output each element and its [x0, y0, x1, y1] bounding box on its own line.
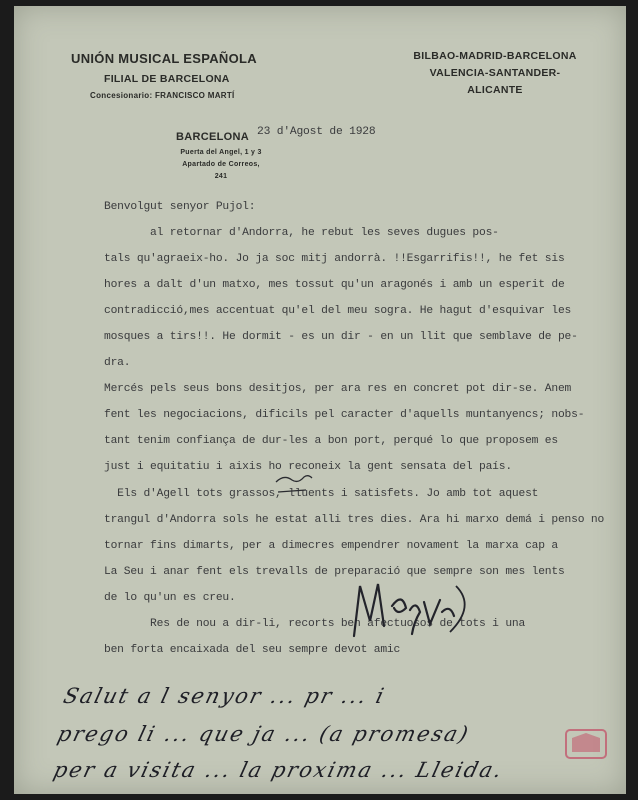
- body-line: tals qu'agraeix-ho. Jo ja soc mitj andorrà. !!Esgarrifis!!, he fet sis: [104, 253, 565, 265]
- body-line: La Seu i anar fent els trevalls de preparació que sempre son mes lents: [104, 566, 565, 578]
- body-line: mosques a tirs!!. He dormit - es un dir - en un llit que semblave de pe-: [104, 331, 578, 343]
- cities-line-2: VALENCIA-SANTANDER-ALICANTE: [429, 67, 561, 96]
- city-label: BARCELONA: [176, 131, 249, 143]
- company-name: UNIÓN MUSICAL ESPAÑOLA: [71, 51, 257, 66]
- body-line: Res de nou a dir-li, recorts ben afectuosos de tots i una: [104, 618, 526, 630]
- letter-date: 23 d'Agost de 1928: [257, 126, 376, 138]
- address-block: [176, 147, 266, 183]
- filial-label: FILIAL DE BARCELONA: [104, 73, 230, 85]
- cities-line-1: BILBAO-MADRID-BARCELONA: [413, 50, 577, 62]
- body-line: tant tenim confiança de dur-les a bon port, perqué lo que proposem es: [104, 435, 558, 447]
- address-line-1: Puerta del Angel, 1 y 3: [180, 149, 262, 156]
- body-line: just i equitatiu i aixis ho reconeix la gent sensata del país.: [104, 461, 512, 473]
- body-line: al retornar d'Andorra, he rebut les seves dugues pos-: [104, 227, 499, 239]
- postscript-line: prego li ... que ja ... (a promesa): [55, 722, 473, 746]
- body-line: Mercés pels seus bons desitjos, per ara res en concret pot dir-se. Anem: [104, 383, 572, 395]
- body-line: hores a dalt d'un matxo, mes tossut qu'un aragonés i amb un esperit de: [104, 279, 565, 291]
- body-line: trangul d'Andorra sols he estat alli tres dies. Ara hi marxo demá i penso no: [104, 514, 605, 526]
- concessionaire-label: Concesionario: FRANCISCO MARTÍ: [90, 91, 235, 100]
- body-line: Els d'Agell tots grassos, lluents i satisfets. Jo amb tot aquest: [104, 488, 539, 500]
- body-line: tornar fins dimarts, per a dimecres empendrer novament la marxa cap a: [104, 540, 558, 552]
- postscript-line: Salut a l senyor ... pr ... i: [61, 684, 389, 708]
- body-line: fent les negociacions, dificils pel caracter d'aquells muntanyencs; nobs-: [104, 409, 585, 421]
- signature: [344, 566, 484, 646]
- letter-sheet: [14, 6, 626, 794]
- correction-mark: [272, 472, 316, 500]
- postscript-line: per a visita ... la proxima ... Lleida.: [51, 758, 507, 782]
- body-line: ben forta encaixada del seu sempre devot amic: [104, 644, 401, 656]
- body-line: de lo qu'un es creu.: [104, 592, 236, 604]
- body-line: dra.: [104, 357, 131, 369]
- body-line: contradicció,mes accentuat qu'el del meu sogra. He hagut d'esquivar les: [104, 305, 572, 317]
- archive-stamp-icon: [562, 724, 612, 764]
- salutation: Benvolgut senyor Pujol:: [104, 201, 256, 213]
- address-line-2: Apartado de Correos, 241: [182, 161, 260, 180]
- cities-block: [410, 48, 580, 99]
